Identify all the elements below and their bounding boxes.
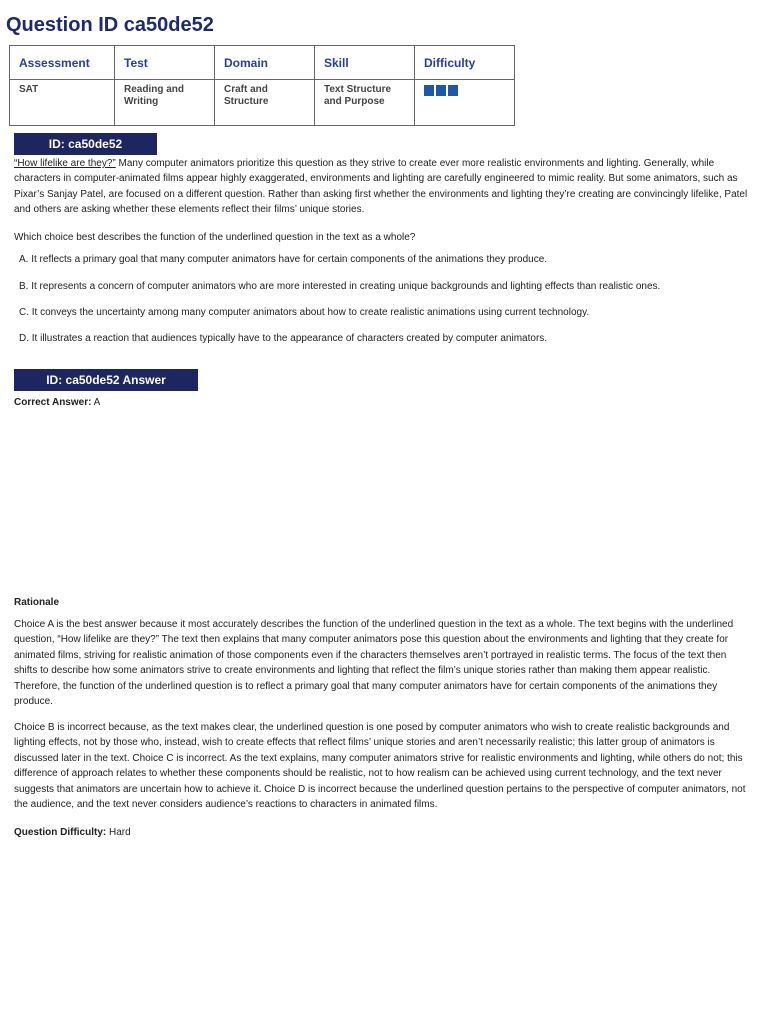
correct-answer-label: Correct Answer: [14,397,92,408]
question-id-banner: ID: ca50de52 [14,133,157,155]
question-stem: Which choice best describes the function of the underlined question in the text as a whole? [14,232,416,243]
answer-id-banner: ID: ca50de52 Answer [14,369,198,391]
choice-d: D. It illustrates a reaction that audiences typically have to the appearance of characters created by computer animators. [19,333,548,344]
page-title: Question ID ca50de52 [6,14,214,36]
meta-value-assessment: SAT [10,80,115,126]
meta-value-test: Reading and Writing [115,80,215,126]
rationale-paragraph-1: Choice A is the best answer because it most accurately describes the function of the underlined question in the text as a whole. The text begins with the underlined question, “How lifelike are they?” The text then explains that many computer animators pose this question about the environments and lighting that they create for animated films, striving for realistic animation of those components even if the characters themselves aren’t portrayed in realistic terms. The focus of the text then shifts to describe how some animators strive to create environments and lighting that reflect the film’s unique stories rather than making them appear realistic. Therefore, the function of the underlined question is to reflect a primary goal that many computer animators have for certain components of the animations they produce. [14,619,734,708]
difficulty-bar [436,85,446,96]
question-difficulty [14,827,131,838]
passage-text [14,156,750,218]
difficulty-bar [448,85,458,96]
meta-header-difficulty: Difficulty [415,46,515,80]
meta-header-domain: Domain [215,46,315,80]
choice-c: C. It conveys the uncertainty among many computer animators about how to create realistic animations using current technology. [19,307,590,318]
question-meta-table [9,45,515,126]
correct-answer-value: A [93,397,101,408]
rationale-paragraph-2: Choice B is incorrect because, as the text makes clear, the underlined question is one posed by computer animators who wish to create realistic backgrounds and lighting effects, not by those who, instead, wish to create effects that reflect films’ unique stories and aren’t necessarily realistic; this latter group of animators is discussed later in the text. Choice C is incorrect. As the text explains, many computer animators strive for realistic environments and lighting, while others do not; this difference of approach relates to whether these components should be realistic, not to how realism can be achieved using current technology, and the text never suggests that animators are uncertain how to achieve it. Choice D is incorrect because the underlined question pertains to the perspective of computer animators, not the audience, and the text never considers audience’s reactions to characters in animated films. [14,722,746,811]
difficulty-bars [424,85,505,96]
meta-header-assessment: Assessment [10,46,115,80]
question-difficulty-value: Hard [109,827,131,838]
meta-value-domain: Craft and Structure [215,80,315,126]
correct-answer [14,397,100,408]
rationale-heading: Rationale [14,597,60,608]
choice-a: A. It reflects a primary goal that many computer animators have for certain components of the animations they produce. [19,254,548,265]
meta-header-test: Test [115,46,215,80]
meta-header-skill: Skill [315,46,415,80]
meta-value-difficulty [415,80,515,126]
question-difficulty-label: Question Difficulty: [14,827,107,838]
passage-body: Many computer animators prioritize this question as they strive to create ever more realistic environments and lighting. Generally, while characters in computer-animated films appear highly exaggerated, environments and lighting are carefully engineered to mimic reality. But some animators, such as Pixar’s Sanjay Patel, are focused on a different question. Rather than asking first whether the environments and lighting they’re creating are convincingly lifelike, Patel and others are asking whether these elements reflect their films’ unique stories. [14,158,748,216]
difficulty-bar [424,85,434,96]
underlined-question: “How lifelike are they?” [14,158,116,169]
choice-b: B. It represents a concern of computer animators who are more interested in creating unique backgrounds and lighting effects than realistic ones. [19,281,661,292]
meta-value-skill: Text Structure and Purpose [315,80,415,126]
